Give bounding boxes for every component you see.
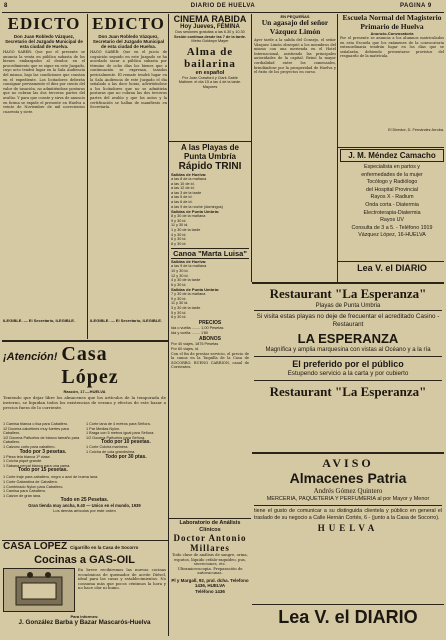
offer-total: Todo por 3 pesetas.	[19, 448, 67, 455]
restaurant-visit: Si visita estas playas no deje de frecuentar el acreditado Casino - Restaurant	[256, 313, 440, 328]
departure-times	[171, 264, 249, 287]
article-sub: Anuncio-Convocatoria	[370, 31, 414, 36]
divider	[254, 380, 442, 381]
offer-item: 1 Par Medias Nylon.	[86, 426, 121, 431]
article-title: Un agasajo del señor Vázquez Limón	[261, 18, 329, 36]
offer-total-bottom: Todo en 25 Pesetas.	[60, 497, 109, 504]
article-title: Escuela Normal del Magisterio Primario de Huelva	[342, 14, 442, 31]
en-pequenas	[254, 14, 336, 280]
time-item: 11 y 30 id.	[171, 301, 189, 306]
section-rule	[252, 604, 444, 605]
offer-list	[3, 422, 83, 450]
article-body: Ayer tarde a la salida del Consejo, el señor Vázquez Limón obsequió a los miembros del mismo con una merienda en el Hotel Internacional, asistiendo las principales autoridades de la capital. Reinó la mayor cordialidad entre los comensales, brindándose por la prosperidad de Huelva y el éxito de los proyectos en curso.	[254, 38, 336, 75]
stove-illustration	[3, 568, 75, 612]
section-rule	[338, 261, 444, 262]
informes-label: Para informes:	[70, 614, 99, 619]
departures-label: Salidas de Punta Umbría:	[171, 287, 220, 293]
cinema-line: Matinee: el día 15 a las 4 de la tarde.	[178, 80, 242, 84]
divider	[254, 310, 442, 311]
column-rule	[168, 14, 169, 636]
abonos-heading: ABONOS	[199, 335, 221, 342]
lab-desc: Todo clase de análisis de sangre, orina, esputos, líquido cefalo-raquídeo, pus, secreciones, etc.	[172, 553, 248, 567]
edicto-signature: ILEGIBLE. — El Secretario, ILEGIBLE.	[90, 318, 163, 323]
doctor-name: J. M. Méndez Camacho	[340, 149, 444, 162]
edicto-title: EDICTO	[92, 14, 165, 33]
offer-item: 1 Calzon de gran lana.	[3, 493, 42, 498]
doctor-detail-line: Vázquez López, 16-HUELVA	[358, 232, 426, 239]
time-item: a las 9 de la mañana	[171, 264, 207, 269]
offer-item: 1 Colcha de cola grandísima.	[86, 449, 136, 454]
edicto-left	[3, 14, 85, 339]
column-rule	[251, 14, 252, 282]
store-owner: Andrés Gómez Quintero	[313, 487, 383, 495]
edicto-signature: ILEGIBLE. — El Secretario, ILEGIBLE.	[3, 318, 76, 323]
abono-line: Por 40 viajes, 1875 Pesetas	[171, 341, 219, 346]
store-desc: MERCERIA, PAQUETERIA Y PERFUMERIA al por Mayor y Menor	[266, 496, 430, 502]
time-item: 8 y 30 id.	[171, 315, 187, 320]
lea-diario-big: Lea V. el DIARIO	[278, 607, 418, 627]
restaurant-serv: Estupendo servicio a la carta y por cubierto	[287, 370, 409, 377]
casa-lopez-ad	[3, 343, 166, 539]
restaurant-title: Restaurant "La Esperanza"	[269, 286, 427, 301]
informes-who: J. González Barba y Bazar Mascarós-Huelva	[18, 619, 151, 626]
offer-item: 1 Camisa blanca o lisa para Caballero.	[3, 422, 69, 426]
offer-item: 1 Corte traje para caballero, negro o azul de buena lana.	[3, 475, 99, 480]
film-lang: en español	[195, 69, 225, 76]
departure-times	[171, 177, 249, 209]
casa-lopez-tail: Cigarrillo en la Casa de Socorro	[70, 545, 139, 550]
offer-total: Todo por 30 ptas.	[105, 453, 147, 460]
doctor-detail-line: Rayos X - Radium	[370, 194, 414, 201]
offer-list	[3, 455, 83, 469]
doctor-detail-line: Especialista en partos y	[364, 164, 420, 170]
offer-item: 1 Calzonc corto para caballero.	[3, 444, 56, 449]
cinema-ad	[171, 14, 249, 140]
article-sig: El Director, D. Fernández Arroba.	[388, 128, 444, 132]
casa-lopez-title: CASA LOPEZ	[3, 541, 68, 552]
doctor-details	[340, 164, 444, 240]
time-item: 8 y 30 id.	[171, 241, 187, 246]
stove-icon	[4, 569, 74, 611]
atencion-heading: ¡Atención!	[3, 351, 58, 363]
offer-item: 1 Corte lana de 4 metros para Señora.	[86, 422, 151, 426]
offer-item: 1 Corte Gabardina de Caballero.	[3, 479, 58, 484]
column-rule	[337, 14, 338, 282]
time-item: 4 y 30 de la tarde	[171, 278, 201, 283]
doctor-detail-line: enfermedades de la mujer	[361, 171, 423, 178]
offers-left	[3, 422, 83, 473]
masthead: DIARIO DE HUELVA	[190, 3, 256, 9]
header-rule	[2, 12, 444, 13]
time-item: a las 9 de la noche (domingos)	[171, 204, 223, 209]
page-number-right: PAGINA 9	[400, 3, 432, 9]
doctor-detail-line: del Hospital Provincial	[365, 186, 419, 193]
time-item: 3 y 30 de la tarde	[171, 306, 201, 311]
divider	[254, 356, 442, 357]
restaurant-name: LA ESPERANZA	[297, 331, 399, 346]
doctor-detail-line: Rayos UV	[380, 217, 404, 224]
mendez-ad	[340, 149, 444, 261]
offer-list-bottom	[3, 475, 166, 498]
divider	[254, 505, 442, 506]
edicto-body: HAGO SABER: Que en el juicio de cognición seguido en este Juzgado se ha acordado sacar a pública subasta por término de ocho días los bienes que a continuación se expresan, tasados pericialmente. El remate tendrá lugar en la Sala Audiencia de este Juzgado el día señalado a las doce horas, advirtiéndose a los licitadores que no se admitirán posturas que no cubran las dos terceras partes del avalúo y que los autos y la certificación se hallan de manifiesto en Secretaría.	[90, 50, 167, 110]
section-rule	[2, 340, 168, 342]
cinema-line: Sesión continua desde las 7 de la tarde.	[174, 34, 246, 39]
time-item: 8 y 30 de la mañana	[171, 214, 206, 219]
film-title: Alma de bailarina	[184, 45, 236, 70]
departure-times	[171, 214, 249, 246]
time-item: 11 y 30 id.	[171, 223, 189, 228]
section-rule	[252, 452, 444, 454]
restaurant-sub: Playas de Punta Umbria	[315, 303, 381, 309]
esperanza-ad	[254, 286, 442, 450]
cocinas-ad	[3, 541, 166, 638]
price-line: Ida o vuelta ........ 1,00 Pesetas	[171, 325, 224, 330]
time-item: 9 y 30 id.	[171, 296, 187, 301]
section-rule	[169, 518, 251, 519]
restaurant-vista: Magnífica y amplia marquesina con vistas al Océano y a la ría	[265, 347, 431, 353]
time-item: 9 y 30 id.	[171, 218, 187, 223]
offer-item: 1/2 Docena Pañuelos para Señora.	[86, 435, 146, 440]
canoa-title: Canoa "Marta Luisa"	[171, 248, 249, 259]
cinema-line: Metro Goldwyn Mayer	[191, 39, 229, 43]
offer-list	[86, 422, 166, 440]
time-item: a las 8 de la mañana	[171, 177, 207, 181]
time-item: a las 10 de id.	[171, 181, 195, 186]
time-item: 5 y 30 id.	[171, 310, 187, 315]
casa-lopez-name: Casa López	[61, 343, 119, 388]
column-rule	[87, 14, 88, 339]
ferry-schedule	[171, 143, 249, 517]
rapido-title: Rápido TRINI	[178, 161, 242, 172]
restaurant-title-bottom: Restaurant "La Esperanza"	[269, 384, 427, 399]
time-item: a las 3 de la tarde	[171, 190, 202, 195]
lab-heading: Laboratorio de Análisis Clínicos	[179, 520, 241, 533]
film-cast: Por Joan Crawford y Clark Gable	[182, 75, 238, 80]
offer-item: 1/2 Docena Pañuelos de blanco tamaño para Caballero.	[3, 435, 80, 445]
aviso-ad	[254, 456, 442, 604]
edicto-title: EDICTO	[7, 14, 81, 33]
offer-item: 1 Braga con 5 metros igual para Señora.	[86, 431, 155, 436]
cocinas-desc: En breve recibiremos las nuevas cocinas económicas de quemador de aceite Diésel, ideal para las casas y establecimientos. No consuma más que pocos céntimos la hora y no hace olor ni humo.	[78, 568, 166, 590]
cinema-line: Mayores	[202, 84, 218, 89]
restaurant-pref: El preferido por el público	[292, 359, 404, 369]
cocinas-title: Cocinas a GAS-OIL	[34, 554, 135, 566]
time-item: a las 6 de id.	[171, 199, 193, 204]
casa-lopez-address: Rascón, 17.—HUELVA	[63, 389, 106, 394]
cinema-date: Hoy Jueves, FÉMINA	[180, 24, 240, 30]
offer-item: 1 Combinado Nylon para Caballero.	[3, 484, 64, 489]
abono-line: Por 60 viajes, id.	[171, 346, 200, 351]
departures-label: Salidas de Huelva:	[171, 259, 207, 265]
offers-right	[86, 422, 166, 473]
lab-address: Pl y Margall, 92, pral. dcha. Telefono 1436, HUELVA	[171, 577, 249, 589]
edicto-body: HAGO SABER: Que por el presente se anuncia la venta en pública subasta de los bienes embargados al deudor, en el procedimiento que se sigue en este Juzgado, cuyo acto tendrá lugar en la Sala Audiencia del mismo, bajo las condiciones que constan en el expediente. Los licitadores deberán consignar previamente el diez por ciento del valor de tasación, no admitiéndose posturas que no cubran las dos terceras partes del avalúo. Y para que conste y sirva de anuncio en forma se expide el presente en Huelva a veinte de Noviembre de mil novecientos cuarenta y siete.	[3, 50, 85, 114]
cinema-line: Dos sesiones gratuitas a las 6.30 y 10.30	[175, 30, 245, 34]
section-rule	[338, 147, 444, 148]
doctor-detail-line: Onda corta - Diatermia	[365, 201, 419, 208]
casa-lopez-footer2: Los demás artículos por este orden	[53, 508, 116, 514]
departures-label: Salidas de Punta Umbría:	[171, 209, 220, 215]
time-item: 4 y 30 id.	[171, 232, 187, 237]
section-head: EN PEQUEÑAS	[280, 14, 310, 19]
page-number-left: 8	[4, 3, 8, 9]
offer-item: 1 Pieza tela blanca 1ª clase.	[3, 454, 51, 459]
cinema-name: CINEMA RABIDA	[173, 14, 247, 24]
offer-item: 1 Corte Colcha marinera.	[86, 445, 129, 450]
offer-item: 1 Sábana percal blanca para una cama.	[3, 463, 71, 468]
offer-item: 1 Camisa para Caballero.	[3, 489, 47, 494]
time-item: 6 y 30 id.	[171, 237, 187, 242]
prices-heading: PRECIOS	[198, 319, 222, 326]
casa-lopez-footer: Gran tienda muy ancha, 9.40 — Unico en el mundo, 1939	[28, 503, 141, 509]
casa-lopez-intro: Teniendo que dejar libre los almacenes que los artículos de la temporada de invierno, se liquidan todos los existencias de verano y efectos de este bazar a precios fuera de lo corriente.	[3, 396, 166, 410]
ferry-note: Con el fin de prestar servicio, el precio de la canoa en la Taquilla de la Casa de SOCORRO. BUENO CARRION, canal de Corrientes.	[171, 351, 249, 370]
time-item: 7 y 30 de la mañana	[171, 292, 206, 297]
edicto-lead: Don Juan Robledo Vázquez, Secretario del Juzgado Municipal de esta ciudad de Huelva.	[92, 34, 165, 49]
lab-phone: Teléfono 1436	[195, 588, 225, 594]
section-rule	[169, 141, 251, 142]
offer-total: Todo por 15 pesetas.	[18, 467, 68, 474]
time-item: 6 y 30 id.	[171, 282, 187, 287]
aviso-title: AVISO	[322, 456, 374, 470]
laboratorio-ad	[171, 520, 249, 636]
lab-doctor: Doctor Antonio Millares	[173, 533, 247, 553]
store-name: Almacenes Patria	[289, 470, 407, 486]
escuela-normal	[340, 14, 444, 146]
doctor-detail-line: Tocólogo y Radiólogo	[366, 179, 418, 186]
doctor-detail-line: Electroterapia-Diatermia	[363, 209, 421, 216]
departures-label: Salidas de Huelva:	[171, 172, 207, 177]
time-item: a las 5 de id.	[171, 195, 193, 200]
doctor-detail-line: Consulta de 3 a 5. - Teléfono 1919	[351, 224, 433, 231]
offer-total: Todo por 10 pesetas.	[101, 439, 151, 446]
time-item: 12 y 30 id.	[171, 273, 189, 278]
time-item: 1 y 30 de la tarde	[171, 227, 201, 232]
lea-diario-small: Lea V. el DIARIO	[357, 263, 427, 273]
playas-title: A las Playas de Punta Umbría	[181, 143, 239, 161]
price-line: Ida y vuelta ........ 1'80	[171, 330, 209, 335]
store-body: tiene el gusto de comunicar a su distinguida clientela y público en general el traslado de su negocio a Calle Hernán Cortés, 6 - (junto a la Casa de Socorro).	[254, 508, 442, 521]
departure-times	[171, 292, 249, 320]
section-rule	[252, 282, 444, 284]
edicto-right	[90, 14, 167, 339]
lab-extra: Ultramicroscopia. Preparación de autovacunas.	[177, 566, 243, 576]
article-body: Por el presente se anuncia a los alumnos matriculados en esta Escuela que los exámenes de la convocatoria extraordinaria tendrán lugar en los días que se señalarán, debiendo presentarse provistos del resguardo de la matrícula.	[340, 36, 444, 59]
time-item: 10 y 30 id.	[171, 268, 189, 273]
edicto-lead: Don Juan Robledo Vázquez, Secretario del Juzgado Municipal de esta ciudad de Huelva.	[5, 34, 83, 49]
time-item: a las 12 de id.	[171, 186, 195, 191]
store-city: HUELVA	[317, 522, 379, 533]
offer-item: 1 Colcha piqué grande.	[3, 459, 43, 464]
offer-item: 12 Docena calcetines muy fuertes para Caballero.	[3, 426, 69, 436]
